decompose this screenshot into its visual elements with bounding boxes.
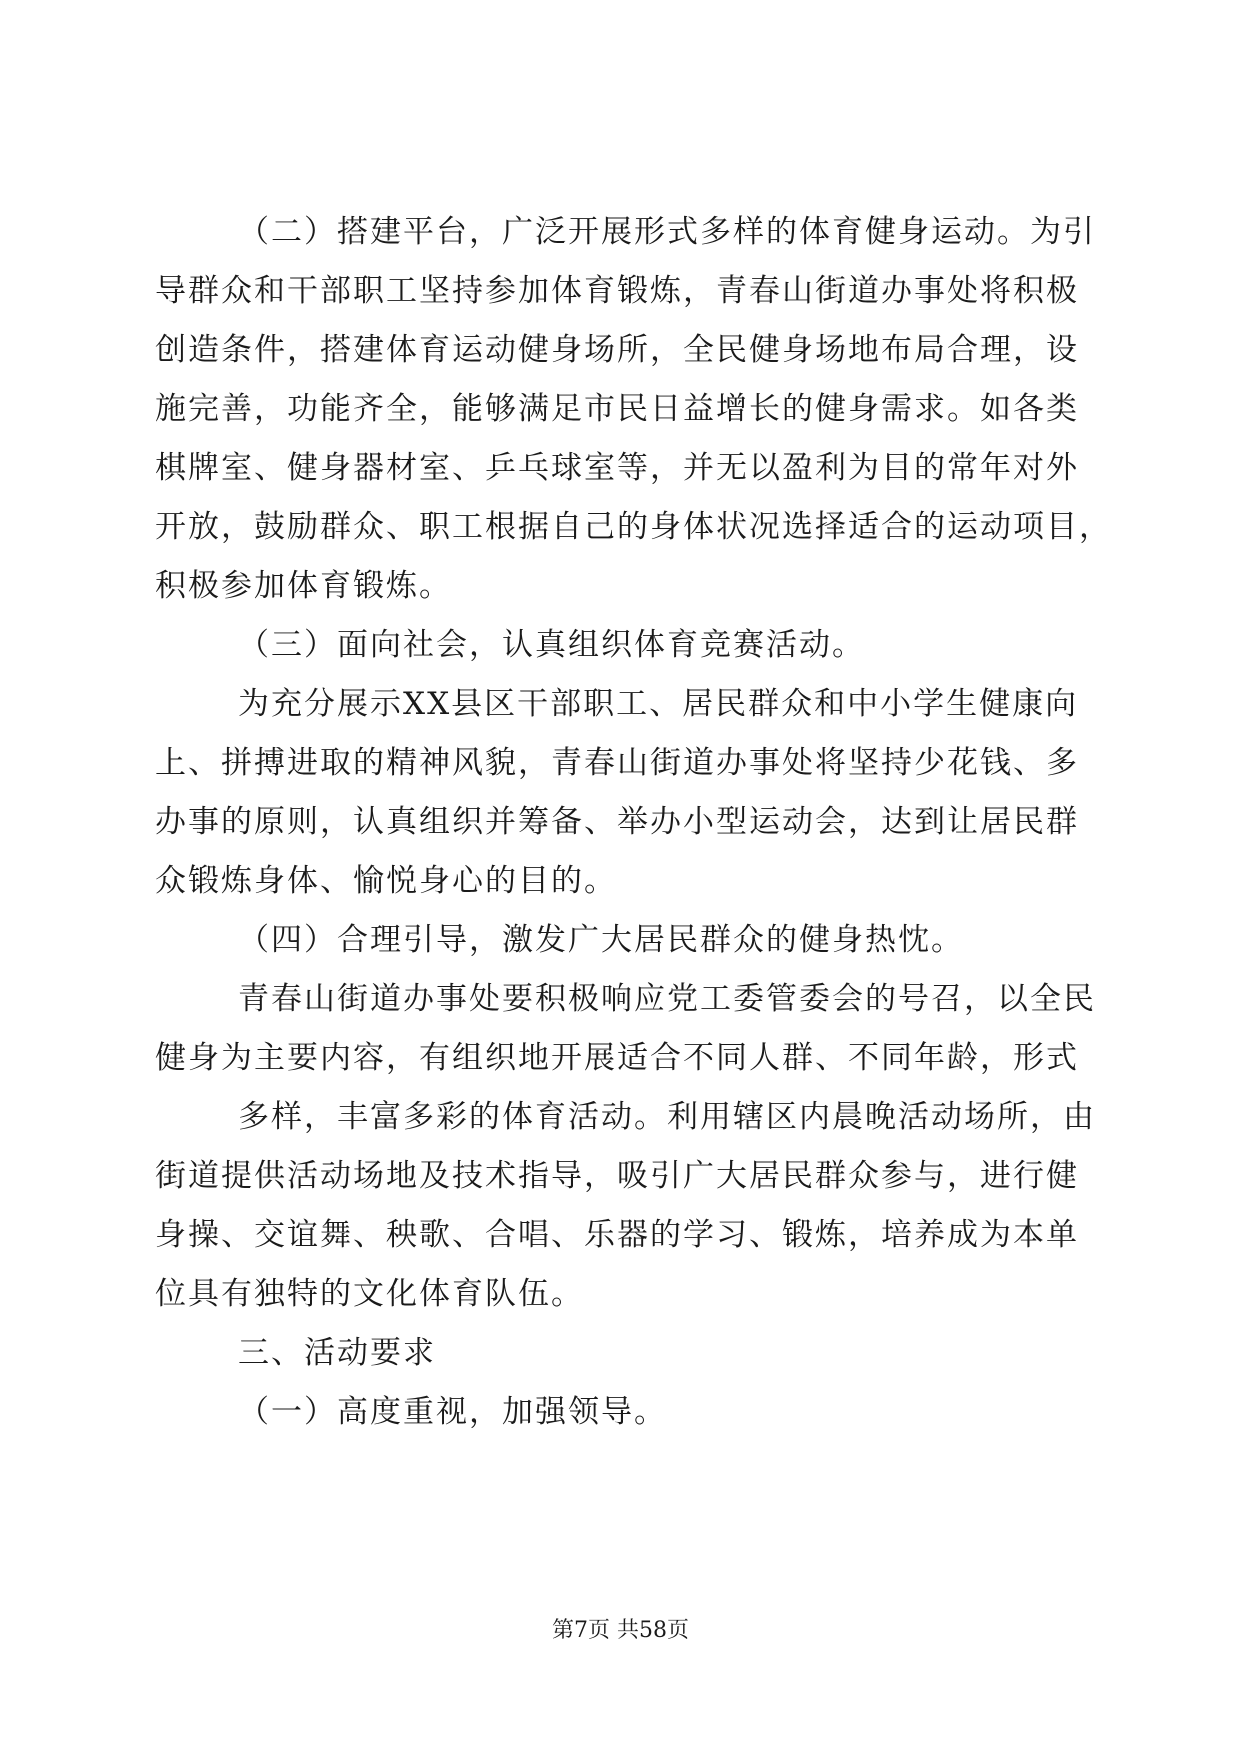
text-line: 棋牌室、健身器材室、乒乓球室等，并无以盈利为目的常年对外 — [155, 450, 1079, 486]
text-line: 众锻炼身体、愉悦身心的目的。 — [155, 863, 617, 899]
text-line: 施完善，功能齐全，能够满足市民日益增长的健身需求。如各类 — [155, 391, 1079, 427]
section-heading: （四）合理引导，激发广大居民群众的健身热忱。 — [238, 922, 964, 958]
text-line: 健身为主要内容，有组织地开展适合不同人群、不同年龄，形式 — [155, 1040, 1079, 1076]
text-line: 位具有独特的文化体育队伍。 — [155, 1276, 584, 1312]
text-line: 为充分展示XX县区干部职工、居民群众和中小学生健康向 — [238, 686, 1079, 722]
text-line: 导群众和干部职工坚持参加体育锻炼，青春山街道办事处将积极 — [155, 273, 1079, 309]
text-line: 创造条件，搭建体育运动健身场所，全民健身场地布局合理，设 — [155, 332, 1079, 368]
text-line: 青春山街道办事处要积极响应党工委管委会的号召，以全民 — [238, 981, 1096, 1017]
text-line: （二）搭建平台，广泛开展形式多样的体育健身运动。为引 — [238, 214, 1096, 250]
text-line: 上、拼搏进取的精神风貌，青春山街道办事处将坚持少花钱、多 — [155, 745, 1079, 781]
section-heading: （三）面向社会，认真组织体育竞赛活动。 — [238, 627, 865, 663]
section-heading: 三、活动要求 — [238, 1335, 436, 1371]
text-line: 身操、交谊舞、秧歌、合唱、乐器的学习、锻炼，培养成为本单 — [155, 1217, 1079, 1253]
text-line: 积极参加体育锻炼。 — [155, 568, 452, 604]
text-line: 开放，鼓励群众、职工根据自己的身体状况选择适合的运动项目， — [155, 509, 1112, 545]
page-number-footer: 第7页 共58页 — [552, 1618, 689, 1643]
text-line: 街道提供活动场地及技术指导，吸引广大居民群众参与，进行健 — [155, 1158, 1079, 1194]
text-line: 办事的原则，认真组织并筹备、举办小型运动会，达到让居民群 — [155, 804, 1079, 840]
section-heading: （一）高度重视，加强领导。 — [238, 1394, 667, 1430]
text-line: 多样，丰富多彩的体育活动。利用辖区内晨晚活动场所，由 — [238, 1099, 1096, 1135]
